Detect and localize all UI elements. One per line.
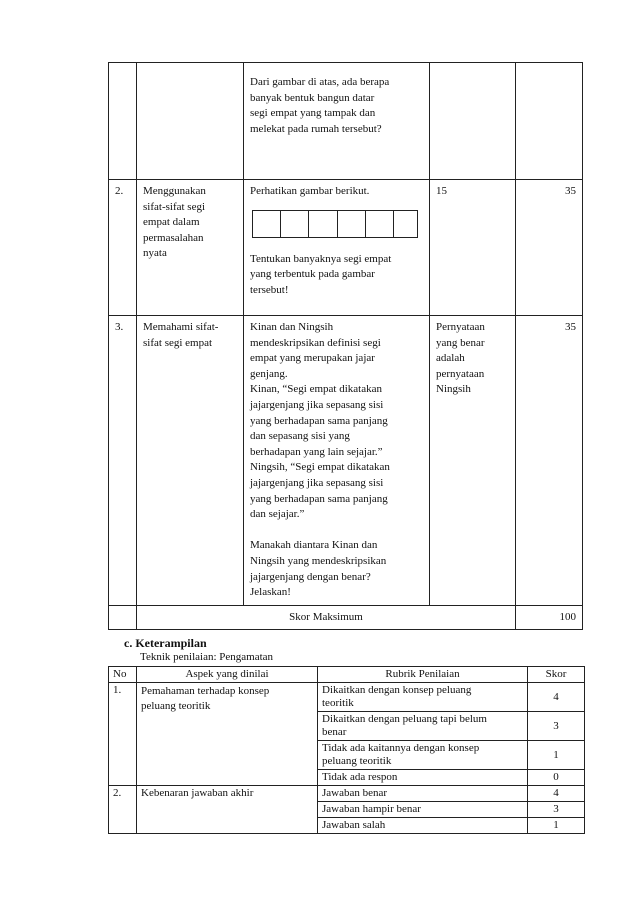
- table-row: [109, 683, 585, 712]
- rubric-score: 1: [528, 741, 585, 770]
- rubric-score: 0: [528, 770, 585, 786]
- table-row: [109, 316, 583, 606]
- question-cell: Kinan dan Ningsih mendeskripsikan definisi segi empat yang merupakan jajar genjang. Kinan, “Segi empat dikatakan jajargenjang jika sepasang sisi yang berhadapan sama panjang dan sepasang sisi yang berhadapan yang lain sejajar.” Ningsih, “Segi empat dikatakan jajargenjang jika sepasang sisi yang berhadapan sama panjang dan sejajar.” Manakah diantara Kinan dan Ningsih yang mendeskripsikan jajargenjang dengan benar? Jelaskan!: [244, 316, 430, 606]
- score-cell: 35: [516, 180, 583, 316]
- row-number-cell: [109, 63, 137, 180]
- rubric-cell: Jawaban salah: [318, 818, 528, 834]
- indicator-cell: [137, 63, 244, 180]
- indicator-cell: Menggunakan sifat-sifat segi empat dalam permasalahan nyata: [137, 180, 244, 316]
- rubric-cell: Jawaban hampir benar: [318, 802, 528, 818]
- rubric-cell: Tidak ada respon: [318, 770, 528, 786]
- score-cell: 35: [516, 316, 583, 606]
- section-title: c. Keterampilan: [124, 636, 207, 650]
- rubric-score: 3: [528, 712, 585, 741]
- row-number-cell: [109, 605, 137, 630]
- grid-cell: [366, 211, 394, 237]
- question-text: Tentukan banyaknya segi empat yang terbentuk pada gambar tersebut!: [250, 252, 392, 296]
- question-intro: Perhatikan gambar berikut.: [250, 185, 370, 197]
- score-cell: [516, 63, 583, 180]
- assessment-table: [108, 62, 583, 630]
- rubric-cell: Dikaitkan dengan peluang tapi belum benar: [318, 712, 528, 741]
- header-row: [109, 667, 585, 683]
- grid-cell: [338, 211, 366, 237]
- table-row: [109, 180, 583, 316]
- skills-rubric-table: [108, 666, 585, 834]
- aspect-cell: Pemahaman terhadap konsep peluang teoritik: [137, 683, 318, 786]
- row-number-cell: 3.: [109, 316, 137, 606]
- row-number-cell: 2.: [109, 180, 137, 316]
- max-score-label: Skor Maksimum: [137, 605, 516, 630]
- rubric-score: 3: [528, 802, 585, 818]
- header-score: Skor: [528, 667, 585, 683]
- grid-cell: [309, 211, 337, 237]
- row-number-cell: 1.: [109, 683, 137, 786]
- rubric-cell: Dikaitkan dengan konsep peluang teoritik: [318, 683, 528, 712]
- rubric-cell: Tidak ada kaitannya dengan konsep peluang teoritik: [318, 741, 528, 770]
- answer-cell: [430, 63, 516, 180]
- question-cell: Dari gambar di atas, ada berapa banyak bentuk bangun datar segi empat yang tampak dan melekat pada rumah tersebut?: [244, 63, 430, 180]
- aspect-cell: Kebenaran jawaban akhir: [137, 786, 318, 834]
- question-cell: [244, 180, 430, 316]
- table-row: [109, 786, 585, 802]
- header-no: No: [109, 667, 137, 683]
- rubric-score: 4: [528, 786, 585, 802]
- max-score-value: 100: [516, 605, 583, 630]
- indicator-cell: Memahami sifat- sifat segi empat: [137, 316, 244, 606]
- answer-cell: Pernyataan yang benar adalah pernyataan Ningsih: [430, 316, 516, 606]
- section-subtitle: Teknik penilaian: Pengamatan: [140, 651, 274, 663]
- grid-cell: [394, 211, 417, 237]
- rectangle-grid-figure: [252, 210, 418, 238]
- row-number-cell: 2.: [109, 786, 137, 834]
- answer-cell: 15: [430, 180, 516, 316]
- grid-cell: [253, 211, 281, 237]
- rubric-cell: Jawaban benar: [318, 786, 528, 802]
- grid-cell: [281, 211, 309, 237]
- header-aspect: Aspek yang dinilai: [137, 667, 318, 683]
- rubric-score: 1: [528, 818, 585, 834]
- table-row: [109, 63, 583, 180]
- rubric-score: 4: [528, 683, 585, 712]
- footer-row: [109, 605, 583, 630]
- header-rubric: Rubrik Penilaian: [318, 667, 528, 683]
